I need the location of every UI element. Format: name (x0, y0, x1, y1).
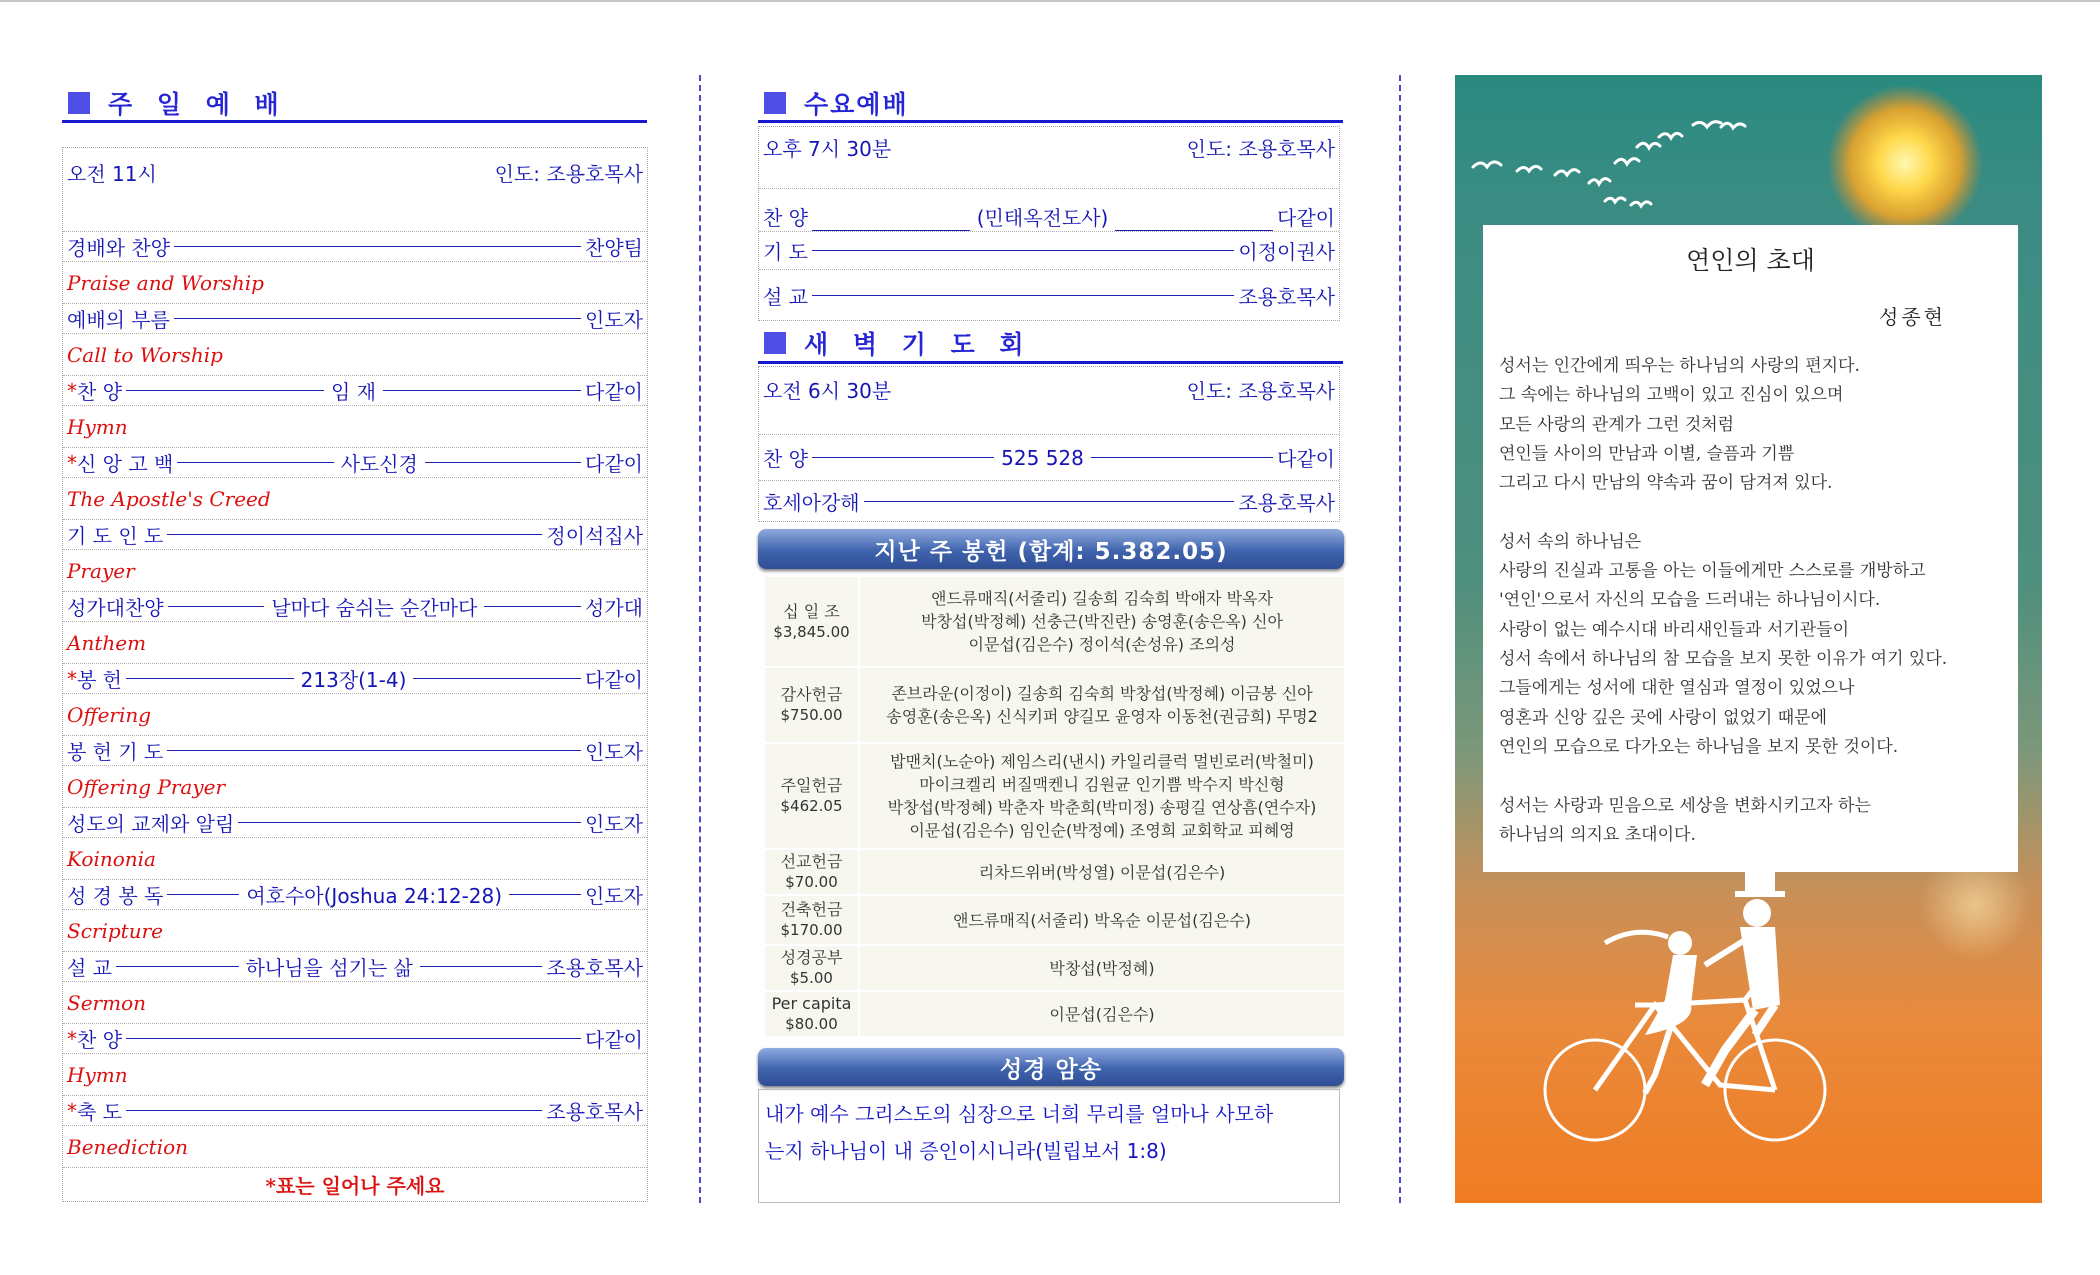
order-item-person: 조용호목사 (1238, 490, 1335, 515)
order-item-person: 조용호목사 (546, 956, 644, 980)
order-item-label: 찬 양 (763, 206, 808, 230)
order-item-person: 다같이 (585, 380, 643, 404)
service-info-row (759, 127, 1339, 189)
offering-category-label: 성경공부 (780, 948, 843, 967)
offering-donors (859, 576, 1345, 667)
poem-line: 성서는 사랑과 믿음으로 세상을 변화시키고자 하는 (1499, 795, 1871, 816)
order-item-detail: 하나님을 섬기는 삶 (245, 956, 413, 980)
order-row-english (63, 982, 647, 1024)
order-row-english (63, 1126, 647, 1168)
stand-note-row (63, 1168, 647, 1201)
offering-banner: 지난 주 봉헌 (합계: 5.382.05) (758, 529, 1344, 569)
poem-line: 성서는 인간에게 띄우는 하나님의 사랑의 편지다. (1499, 356, 1860, 376)
offering-donors (859, 991, 1345, 1037)
order-item-label: 봉 헌 기 도 (67, 740, 164, 764)
order-item-person: 다같이 (585, 668, 644, 692)
order-item-detail: 임 재 (331, 380, 377, 404)
memory-verse-banner: 성경 암송 (758, 1048, 1344, 1086)
offering-donor-line: 밥맨치(노순아) 제임스리(낸시) 카일리클럭 멀빈로러(박철미) (890, 752, 1314, 771)
leader-line (383, 390, 581, 391)
order-item-label: 경배와 찬양 (67, 236, 170, 260)
poem-line: 사랑의 진실과 고통을 아는 이들에게만 스스로를 개방하고 (1499, 561, 1926, 582)
order-item-label: 찬 양 (77, 1028, 122, 1052)
offering-donor-line: 이문섭(김은수) 임인순(박정예) 조영희 교회학교 피혜영 (909, 821, 1295, 840)
order-row (63, 592, 647, 622)
poem-line: 연인의 모습으로 다가오는 하나님을 보지 못한 것이다. (1499, 736, 1899, 757)
poem-line: 성서 속의 하나님은 (1499, 531, 1642, 552)
poem-line: 그들에게는 성서에 대한 열심과 열정이 있었으나 (1499, 678, 1855, 699)
order-row (759, 270, 1339, 320)
offering-donors (859, 743, 1345, 849)
order-item-english: Hymn (67, 414, 128, 439)
order-item-english: Koinonia (67, 846, 156, 871)
order-row-english (63, 406, 647, 448)
offering-row (764, 576, 1345, 667)
leader-line (168, 606, 265, 607)
offering-category (764, 895, 859, 945)
offering-donors (859, 849, 1345, 895)
poem-line: 사랑이 없는 예수시대 바리새인들과 서기관들이 (1499, 619, 1850, 640)
order-row (63, 952, 647, 982)
sunday-header (62, 85, 647, 123)
sunday-title: 주 일 예 배 (108, 89, 287, 119)
order-item-person: 조용호목사 (1238, 284, 1335, 309)
offering-donor-line: 마이크켈리 버질맥켄니 김원균 인기쁨 박수지 박신형 (919, 775, 1285, 794)
offering-category (764, 991, 859, 1037)
service-leader: 인도: 조용호목사 (1186, 137, 1335, 161)
order-item-person: 정이석집사 (546, 524, 643, 548)
offering-donors (859, 667, 1345, 743)
order-row (759, 481, 1339, 521)
order-item-english: Sermon (67, 990, 146, 1015)
poem-line: 그리고 다시 만남의 약속과 꿈이 담겨져 있다. (1499, 473, 1833, 494)
offering-amount: $750.00 (780, 706, 843, 724)
leader-line (420, 966, 543, 967)
stand-marker: * (67, 1098, 77, 1123)
poem-line: 모든 사랑의 관계가 그런 것처럼 (1499, 414, 1735, 435)
order-row (63, 448, 647, 478)
order-item-english: Call to Worship (67, 342, 223, 367)
offering-category-label: 건축헌금 (780, 900, 843, 919)
offering-donor-line: 이문섭(김은수) (1049, 1004, 1155, 1024)
order-item-person: 다같이 (1277, 447, 1335, 471)
leader-line (167, 534, 542, 535)
order-item-english: Praise and Worship (67, 270, 264, 295)
square-bullet-icon (764, 92, 786, 114)
order-item-label: 호세아강해 (763, 490, 860, 515)
poem-line: 연인들 사이의 만남과 이별, 슬픔과 기쁨 (1499, 443, 1795, 464)
order-item-detail: (민태옥전도사) (976, 206, 1109, 230)
offering-category (764, 743, 859, 849)
order-item-person: 이정이권사 (1238, 240, 1335, 264)
order-row (63, 376, 647, 406)
poem-line: '연인'으로서 자신의 모습을 드러내는 하나님이시다. (1499, 590, 1881, 611)
order-item-label: 성가대찬양 (67, 596, 164, 620)
memory-verse-line: 는지 하나님이 내 증인이시니라(빌립보서 1:8) (765, 1139, 1167, 1163)
leader-line (177, 462, 333, 463)
service-time: 오후 7시 30분 (763, 137, 892, 161)
order-row (63, 664, 647, 694)
order-row-english (63, 550, 647, 592)
dawn-order-box (758, 366, 1340, 522)
leader-line (812, 457, 994, 458)
wednesday-title: 수요예배 (804, 89, 909, 119)
poem-line: 성서 속에서 하나님의 참 모습을 보지 못한 이유가 여기 있다. (1499, 649, 1948, 669)
offering-table (763, 575, 1346, 1038)
leader-line (126, 1038, 581, 1039)
order-item-person: 찬양팀 (585, 236, 643, 260)
order-item-person: 다같이 (585, 1028, 643, 1052)
offering-amount: $70.00 (785, 873, 838, 891)
tandem-bicycle-couple-icon (1545, 845, 1825, 1140)
offering-donor-line: 송영훈(송은옥) 신식키퍼 양길모 윤영자 이동천(권금희) 무명2 (886, 707, 1318, 726)
order-item-english: Scripture (67, 918, 163, 943)
column-divider (699, 75, 701, 1203)
leader-line (174, 246, 581, 247)
poem-line: 하나님의 의지요 초대이다. (1499, 824, 1696, 845)
poem-card (1483, 225, 2018, 872)
order-row (759, 232, 1339, 270)
offering-category-label: 선교헌금 (780, 852, 843, 871)
order-row (63, 520, 647, 550)
order-item-label: 찬 양 (77, 380, 122, 404)
leader-line (509, 894, 581, 895)
order-row (63, 736, 647, 766)
offering-donors (859, 945, 1345, 991)
order-item-person: 인도자 (585, 812, 643, 836)
poem-line: 그 속에는 하나님의 고백이 있고 진심이 있으며 (1499, 385, 1844, 406)
order-item-person: 인도자 (585, 740, 643, 764)
leader-line (484, 606, 581, 607)
order-item-person: 다같이 (585, 452, 644, 476)
offering-category (764, 667, 859, 743)
leader-line (167, 894, 239, 895)
birds-icon (1473, 122, 1745, 206)
offering-amount: $462.05 (780, 797, 843, 815)
offering-donor-line: 이문섭(김은수) 정이석(손성유) 조의성 (968, 635, 1236, 654)
offering-donor-line: 앤드류매직(서줄리) 박옥순 이문섭(김은수) (953, 910, 1251, 930)
order-item-english: Offering (67, 702, 152, 727)
leader-line (1115, 230, 1273, 231)
order-row (63, 232, 647, 262)
offering-amount: $3,845.00 (773, 622, 850, 641)
service-leader: 인도: 조용호목사 (494, 162, 643, 186)
order-item-label: 성도의 교제와 알림 (67, 812, 235, 836)
order-item-person: 조용호목사 (546, 1100, 643, 1124)
order-item-person: 다같이 (1277, 206, 1335, 230)
leader-line (116, 966, 239, 967)
wednesday-order-box (758, 126, 1340, 321)
order-item-person: 성가대 (585, 596, 643, 620)
order-item-label: 기 도 인 도 (67, 524, 164, 548)
top-border (0, 0, 2100, 2)
order-item-detail: 날마다 숨쉬는 순간마다 (271, 596, 478, 620)
memory-verse-line: 내가 예수 그리스도의 심장으로 너희 무리를 얼마나 사모하 (765, 1102, 1274, 1126)
square-bullet-icon (764, 332, 786, 354)
order-item-english: Offering Prayer (67, 774, 226, 799)
offering-row (764, 991, 1345, 1037)
leader-line (174, 318, 581, 319)
order-row-english (63, 910, 647, 952)
offering-row (764, 945, 1345, 991)
stand-marker: * (67, 450, 77, 475)
order-row (63, 808, 647, 838)
service-time: 오전 11시 (67, 162, 157, 186)
column-divider (1399, 75, 1401, 1203)
order-row (63, 880, 647, 910)
order-item-detail: 여호수아(Joshua 24:12-28) (246, 884, 503, 908)
offering-donor-line: 앤드류매직(서줄리) 길송희 김숙희 박애자 박옥자 (931, 589, 1273, 608)
leader-line (413, 678, 581, 679)
memory-verse-box (758, 1089, 1340, 1203)
order-item-detail: 213장(1-4) (300, 668, 407, 692)
dawn-header (758, 325, 1343, 364)
service-info-row (63, 148, 647, 232)
leader-line (812, 250, 1234, 251)
order-item-person: 인도자 (585, 308, 643, 332)
offering-category (764, 576, 859, 667)
leader-line (1091, 457, 1273, 458)
offering-category (764, 945, 859, 991)
poem-author: 성종현 (1879, 305, 1946, 329)
offering-category-label: 주일헌금 (780, 776, 843, 795)
offering-row (764, 667, 1345, 743)
leader-line (238, 822, 581, 823)
order-row-english (63, 622, 647, 664)
leader-line (126, 390, 324, 391)
offering-amount: $80.00 (785, 1015, 838, 1033)
order-item-label: 신 앙 고 백 (77, 452, 174, 476)
wednesday-header (758, 85, 1343, 123)
order-row-english (63, 1054, 647, 1096)
order-row-english (63, 262, 647, 304)
order-item-label: 성 경 봉 독 (67, 884, 164, 908)
order-row (63, 1024, 647, 1054)
order-item-label: 축 도 (77, 1100, 122, 1124)
order-item-label: 예배의 부름 (67, 308, 170, 332)
offering-category (764, 849, 859, 895)
offering-category-label: 십 일 조 (783, 601, 840, 621)
service-leader: 인도: 조용호목사 (1186, 379, 1335, 403)
leader-line (425, 462, 581, 463)
offering-donor-line: 박창섭(박정혜) (1049, 958, 1155, 978)
order-item-english: Benediction (67, 1134, 189, 1159)
poem-title: 연인의 초대 (1686, 246, 1815, 275)
offering-category-label: Per capita (771, 994, 852, 1013)
order-row (63, 304, 647, 334)
leader-line (864, 501, 1235, 502)
order-item-label: 찬 양 (763, 447, 808, 471)
square-bullet-icon (68, 92, 90, 114)
stand-marker: * (67, 1026, 77, 1051)
offering-row (764, 895, 1345, 945)
stand-note: *표는 일어나 주세요 (265, 1174, 445, 1198)
order-row (63, 1096, 647, 1126)
order-item-label: 봉 헌 (77, 668, 122, 692)
offering-row (764, 849, 1345, 895)
poem-line: 영혼과 신앙 깊은 곳에 사랑이 없었기 때문에 (1499, 707, 1828, 728)
leader-line (126, 678, 294, 679)
order-item-label: 설 교 (67, 956, 112, 980)
offering-amount: $170.00 (780, 921, 843, 939)
order-item-person: 인도자 (585, 884, 644, 908)
order-row (759, 435, 1339, 481)
order-row-english (63, 694, 647, 736)
offering-donor-line: 존브라운(이정이) 길송희 김숙희 박창섭(박정혜) 이금봉 신아 (891, 684, 1313, 703)
leader-line (812, 230, 970, 231)
leader-line (812, 295, 1234, 296)
stand-marker: * (67, 378, 77, 403)
order-item-label: 기 도 (763, 240, 808, 264)
offering-category-label: 감사헌금 (780, 685, 843, 704)
order-row-english (63, 838, 647, 880)
order-item-english: Prayer (67, 558, 135, 583)
order-item-english: Hymn (67, 1062, 128, 1087)
order-row-english (63, 334, 647, 376)
sun-icon (1827, 85, 1983, 241)
stand-marker: * (67, 666, 77, 691)
order-row (759, 189, 1339, 232)
order-row-english (63, 766, 647, 808)
offering-donor-line: 박창섭(박정혜) 선충근(박진란) 송영훈(송은옥) 신아 (921, 612, 1283, 631)
service-time: 오전 6시 30분 (763, 379, 892, 403)
offering-donors (859, 895, 1345, 945)
offering-donor-line: 박창섭(박정혜) 박춘자 박춘희(박미정) 송평길 연상흠(연수자) (887, 798, 1317, 817)
order-item-english: Anthem (67, 630, 147, 655)
order-item-label: 설 교 (763, 284, 808, 309)
order-item-english: The Apostle's Creed (67, 486, 271, 511)
dawn-title: 새 벽 기 도 회 (804, 330, 1032, 359)
sunday-order-box (62, 147, 648, 1202)
leader-line (126, 1110, 542, 1111)
offering-amount: $5.00 (790, 969, 833, 987)
offering-donor-line: 리차드위버(박성열) 이문섭(김은수) (978, 862, 1226, 882)
order-item-detail: 사도신경 (340, 452, 418, 476)
leader-line (167, 750, 581, 751)
order-item-detail: 525 528 (1001, 445, 1084, 470)
order-row-english (63, 478, 647, 520)
service-info-row (759, 367, 1339, 435)
offering-row (764, 743, 1345, 849)
